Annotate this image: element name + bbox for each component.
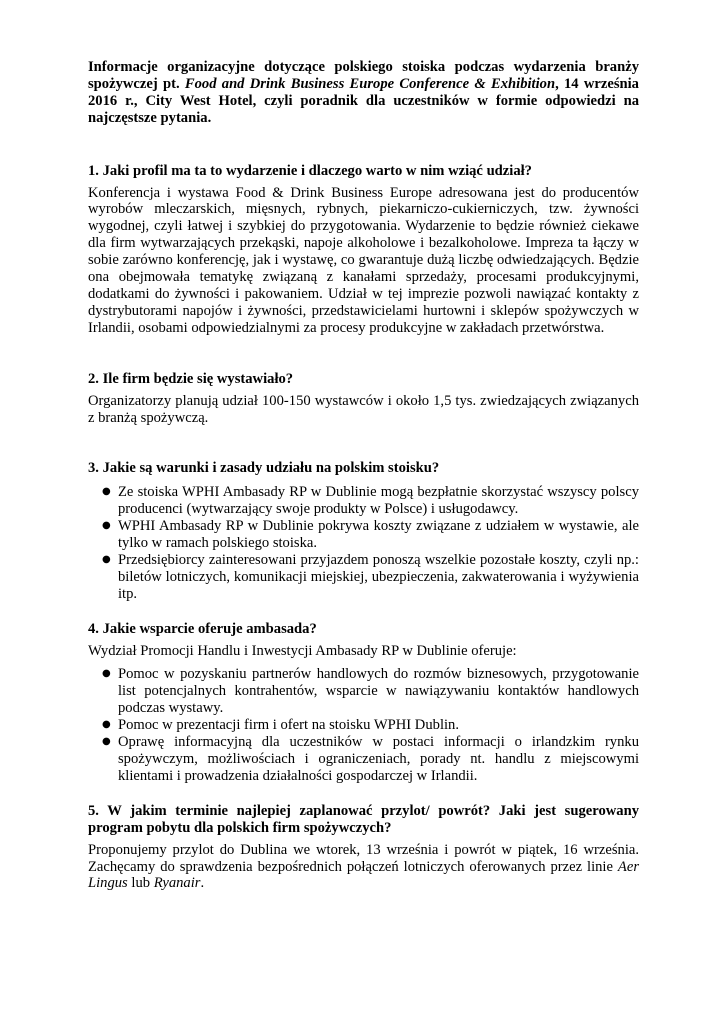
intro-paragraph: Informacje organizacyjne dotyczące polskiego stoiska podczas wydarzenia branży spożywczej pt. Food and Drink Business Europe Conference & Exhibition, 14 września 2016 r., City West Hotel, czyli poradnik dla uczestników w formie odpowiedzi na najczęstsze pytania. bbox=[88, 59, 639, 126]
answer-2: Organizatorzy planują udział 100-150 wystawców i około 1,5 tys. zwiedzających związanych z branżą spożywczą. bbox=[88, 392, 639, 426]
answer-5: Proponujemy przylot do Dublina we wtorek, 13 września i powrót w piątek, 16 września. Zachęcamy do sprawdzenia bezpośrednich połączeń lotniczych oferowanych przez linie Aer Lingus lub Ryanair. bbox=[88, 841, 639, 892]
bullet-icon: ● bbox=[102, 668, 111, 680]
event-name: Food and Drink Business Europe Conference & Exhibition bbox=[184, 75, 556, 92]
question-4: 4. Jakie wsparcie oferuje ambasada? bbox=[88, 620, 317, 637]
document-page bbox=[88, 59, 639, 892]
list-item: ● Przedsiębiorcy zainteresowani przyjazdem ponoszą wszelkie pozostałe koszty, czyli np.: biletów lotniczych, komunikacji miejskiej, ubezpieczenia, zakwaterowania i wyżywienia itp. bbox=[102, 551, 639, 602]
answer-1: Konferencja i wystawa Food & Drink Business Europe adresowana jest do producentów wyrobów mleczarskich, mięsnych, rybnych, piekarniczo-cukierniczych, tzw. żywności wygodnej, czyli łatwej i szybkiej do przygotowania. Wydarzenie to będzie również ciekawe dla firm wytwarzających przekąski, napoje alkoholowe i bezalkoholowe. Impreza ta łączy w sobie zarówno konferencję, jak i wystawę, co gwarantuje dużą liczbę odwiedzających. Będzie ona obejmowała tematykę związaną z kanałami sprzedaży, procesami produkcyjnymi, dodatkami do żywności i pakowaniem. Udział w tej imprezie pozwoli nawiązać kontakty z dystrybutorami napojów i żywności, przedstawicielami hurtowni i sklepów spożywczych w Irlandii, osobami odpowiedzialnymi za procesy produkcyjne w zakładach przetwórstwa. bbox=[88, 184, 639, 336]
section-2 bbox=[88, 371, 639, 427]
question-1: 1. Jaki profil ma ta to wydarzenie i dlaczego warto w nim wziąć udział? bbox=[88, 162, 532, 179]
list-item: ● Pomoc w prezentacji firm i ofert na stoisku WPHI Dublin. bbox=[102, 717, 459, 734]
bullet-list-3 bbox=[88, 484, 639, 602]
question-5: 5. W jakim terminie najlepiej zaplanować przylot/ powrót? Jaki jest sugerowany program pobytu dla polskich firm spożywczych? bbox=[88, 802, 639, 836]
question-2: 2. Ile firm będzie się wystawiało? bbox=[88, 370, 294, 387]
section-1 bbox=[88, 163, 639, 337]
bullet-icon: ● bbox=[102, 553, 111, 565]
bullet-list-4 bbox=[88, 666, 639, 784]
bullet-icon: ● bbox=[102, 486, 111, 498]
question-3: 3. Jakie są warunki i zasady udziału na polskim stoisku? bbox=[88, 460, 440, 477]
airline-ryanair: Ryanair bbox=[153, 875, 201, 892]
section-4 bbox=[88, 621, 639, 785]
airline-aer-lingus: Aer Lingus bbox=[88, 858, 639, 892]
bullet-icon: ● bbox=[102, 520, 111, 532]
bullet-icon: ● bbox=[102, 736, 111, 748]
list-item: ● Pomoc w pozyskaniu partnerów handlowych do rozmów biznesowych, przygotowanie list potencjalnych kontrahentów, wsparcie w nawiązywaniu kontaktów handlowych podczas wystawy. bbox=[102, 666, 639, 717]
answer-4: Wydział Promocji Handlu i Inwestycji Ambasady RP w Dublinie oferuje: bbox=[88, 642, 517, 659]
list-item: ● Oprawę informacyjną dla uczestników w postaci informacji o irlandzkim rynku spożywczym, możliwościach i ograniczeniach, porady nt. handlu z miejscowymi klientami i prowadzenia działalności gospodarczej w Irlandii. bbox=[102, 734, 639, 784]
bullet-icon: ● bbox=[102, 719, 111, 731]
list-item: ● WPHI Ambasady RP w Dublinie pokrywa koszty związane z udziałem w wystawie, ale tylko w ramach polskiego stoiska. bbox=[102, 518, 639, 552]
section-3 bbox=[88, 460, 639, 602]
list-item: ● Ze stoiska WPHI Ambasady RP w Dublinie mogą bezpłatnie skorzystać wszyscy polscy producenci (wytwarzający swoje produkty w Polsce) i usługodawcy. bbox=[102, 484, 639, 518]
section-5 bbox=[88, 803, 639, 893]
